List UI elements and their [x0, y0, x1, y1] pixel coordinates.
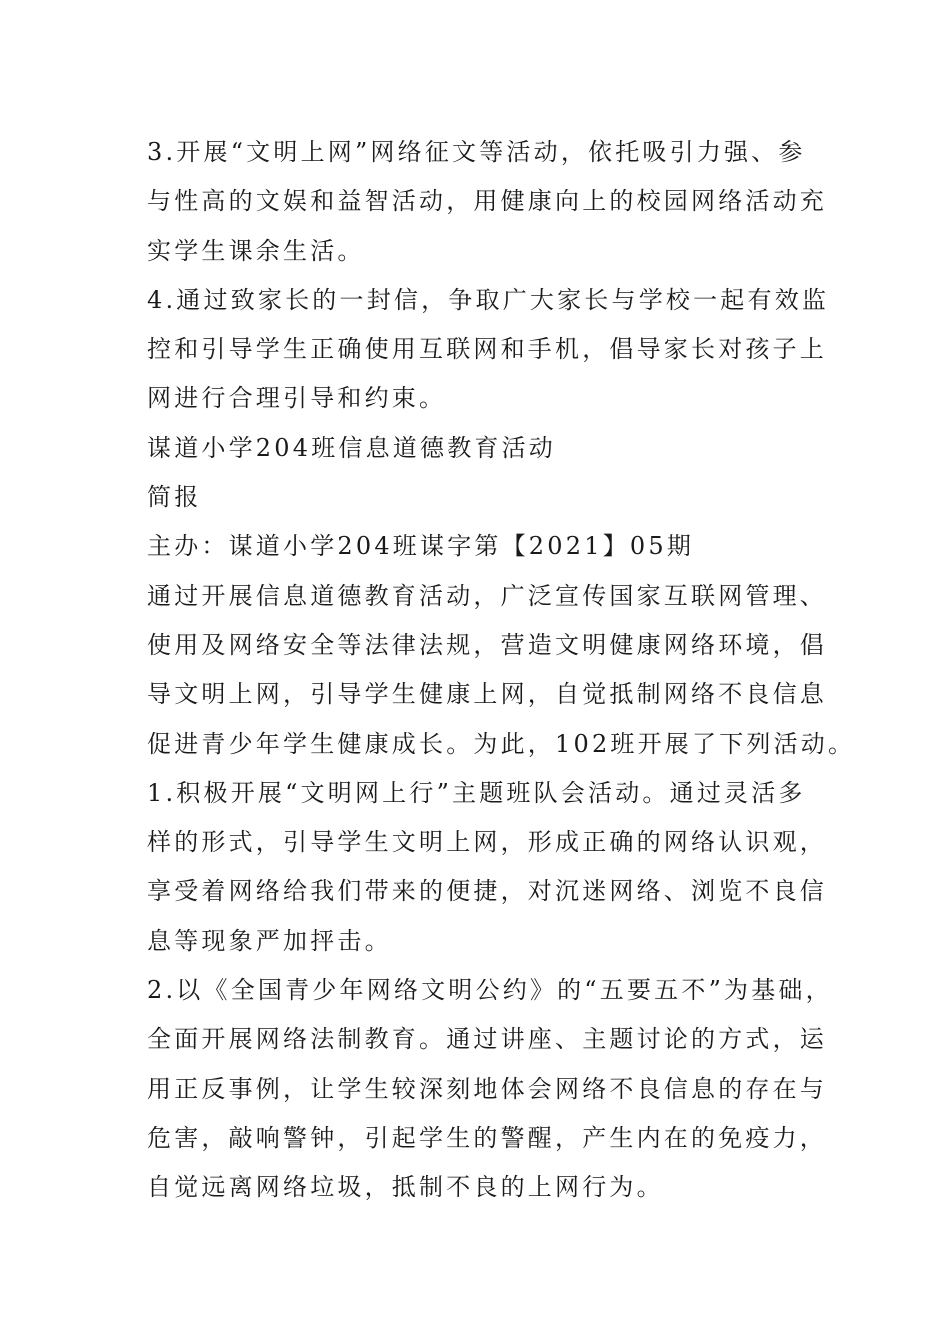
text-line: 使用及网络安全等法律法规，营造文明健康网络环境，倡 [147, 630, 827, 659]
text-line: 实学生课余生活。 [147, 236, 365, 265]
report-issuer: 主办：谋道小学204班谋字第【2021】05期 [147, 532, 695, 561]
text-line: 3.开展“文明上网”网络征文等活动，依托吸引力强、参 [147, 138, 806, 166]
text-line: 全面开展网络法制教育。通过讲座、主题讨论的方式，运 [147, 1025, 827, 1054]
report-title-line: 谋道小学204班信息道德教育活动 [147, 433, 557, 462]
text-line: 控和引导学生正确使用互联网和手机，倡导家长对孩子上 [147, 335, 827, 364]
text-line: 2.以《全国青少年网络文明公约》的“五要五不”为基础， [147, 976, 833, 1005]
text-line: 4.通过致家长的一封信，争取广大家长与学校一起有效监 [147, 285, 830, 314]
text-line: 自觉远离网络垃圾，抵制不良的上网行为。 [147, 1173, 664, 1202]
text-line: 促进青少年学生健康成长。为此，102班开展了下列活动。 [147, 729, 856, 758]
report-subtitle: 简报 [147, 483, 202, 512]
text-line: 用正反事例，让学生较深刻地体会网络不良信息的存在与 [147, 1074, 827, 1103]
document-body [147, 128, 856, 1213]
text-line: 导文明上网，引导学生健康上网，自觉抵制网络不良信息 [147, 680, 827, 709]
text-line: 1.积极开展“文明网上行”主题班队会活动。通过灵活多 [147, 778, 806, 807]
text-line: 样的形式，引导学生文明上网，形成正确的网络认识观， [147, 828, 827, 857]
text-line: 网进行合理引导和约束。 [147, 384, 447, 413]
text-line: 危害，敲响警钟，引起学生的警醒，产生内在的免疫力， [147, 1123, 827, 1152]
text-line: 与性高的文娱和益智活动，用健康向上的校园网络活动充 [147, 187, 827, 216]
text-line: 享受着网络给我们带来的便捷，对沉迷网络、浏览不良信 [147, 877, 827, 906]
text-line: 通过开展信息道德教育活动，广泛宣传国家互联网管理、 [147, 581, 827, 610]
text-line: 息等现象严加抨击。 [147, 926, 392, 955]
